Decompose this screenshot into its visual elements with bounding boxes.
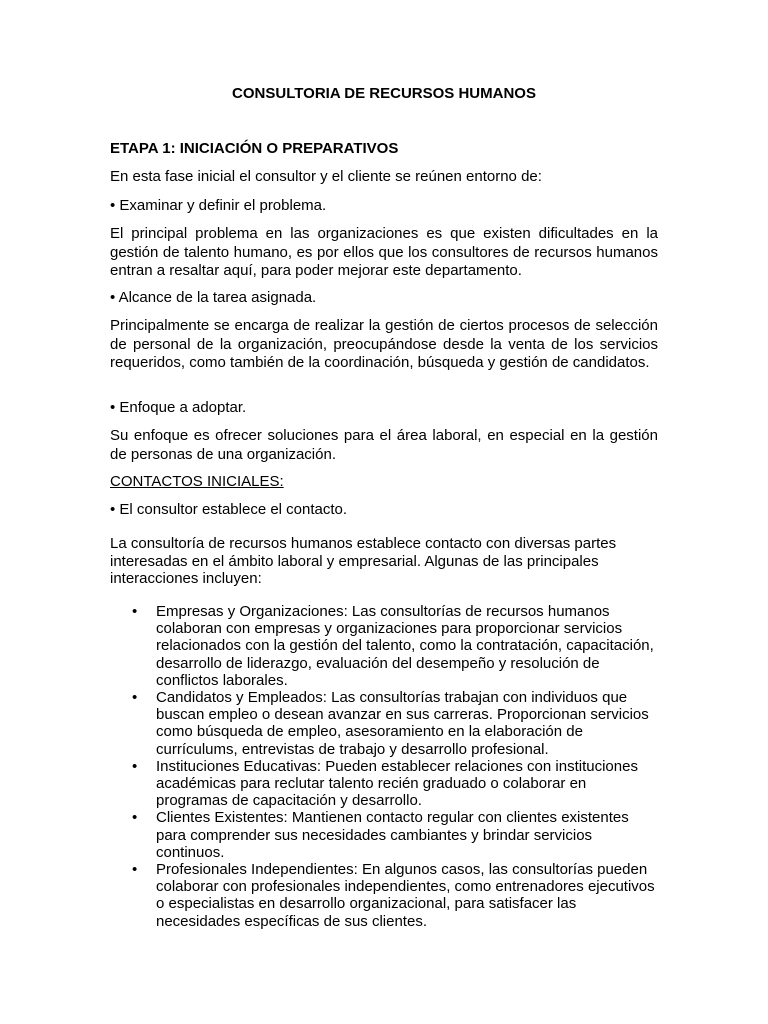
- document-title: CONSULTORIA DE RECURSOS HUMANOS: [232, 85, 536, 102]
- list-item-text: Clientes Existentes: Mantienen contacto regular con clientes existentes para comprender sus necesidades cambiantes y brindar servicios continuos.: [156, 809, 629, 861]
- list-item: [110, 758, 658, 810]
- paragraph-alcance: Principalmente se encarga de realizar la gestión de ciertos procesos de selección de personal de la organización, preocupándose desde la venta de los servicios requeridos, como también de la coordinación, búsqueda y gestión de candidatos.: [110, 317, 658, 371]
- bullet-glyph: •: [132, 809, 138, 827]
- paragraph-problema: El principal problema en las organizaciones es que existen dificultades en la gestión de talento humano, es por ellos que los consultores de recursos humanos entran a resaltar aquí, para poder mejorar este departamento.: [110, 225, 658, 279]
- contacts-heading: CONTACTOS INICIALES:: [110, 473, 284, 490]
- list-item: [110, 809, 658, 861]
- bullet-glyph: •: [132, 757, 138, 775]
- list-item: [110, 861, 658, 930]
- paragraph-contactos: La consultoría de recursos humanos establece contacto con diversas partes interesadas en el ámbito laboral y empresarial. Algunas de las principales interacciones incluyen:: [110, 535, 617, 587]
- intro-paragraph: En esta fase inicial el consultor y el cliente se reúnen entorno de:: [110, 168, 542, 185]
- bullet-alcance: • Alcance de la tarea asignada.: [110, 289, 317, 306]
- list-item: [110, 603, 658, 689]
- stage-heading: ETAPA 1: INICIACIÓN O PREPARATIVOS: [110, 140, 399, 157]
- interactions-list: [110, 603, 658, 930]
- paragraph-enfoque: Su enfoque es ofrecer soluciones para el área laboral, en especial en la gestión de personas de una organización.: [110, 427, 658, 463]
- list-item-text: Candidatos y Empleados: Las consultorías trabajan con individuos que buscan empleo o desean avanzar en sus carreras. Proporcionan servicios como búsqueda de empleo, asesoramiento en la elaboración de currículums, entrevistas de trabajo y desarrollo profesional.: [156, 689, 649, 758]
- bullet-examinar: • Examinar y definir el problema.: [110, 197, 327, 214]
- bullet-enfoque: • Enfoque a adoptar.: [110, 399, 247, 416]
- list-item-text: Profesionales Independientes: En algunos casos, las consultorías pueden colaborar con profesionales independientes, como entrenadores ejecutivos o especialistas en desarrollo organizacional, para satisfacer las necesidades específicas de sus clientes.: [156, 861, 655, 930]
- bullet-glyph: •: [132, 689, 138, 707]
- list-item: [110, 689, 658, 758]
- list-item-text: Empresas y Organizaciones: Las consultorías de recursos humanos colaboran con empresas y organizaciones para proporcionar servicios relacionados con la gestión del talento, como la contratación, capacitación, desarrollo de liderazgo, evaluación del desempeño y resolución de conflictos laborales.: [156, 603, 654, 689]
- bullet-glyph: •: [132, 603, 138, 620]
- bullet-glyph: •: [132, 861, 138, 879]
- bullet-contacto: • El consultor establece el contacto.: [110, 501, 348, 518]
- list-item-text: Instituciones Educativas: Pueden establecer relaciones con instituciones académicas para reclutar talento recién graduado o colaborar en programas de capacitación y desarrollo.: [156, 757, 638, 810]
